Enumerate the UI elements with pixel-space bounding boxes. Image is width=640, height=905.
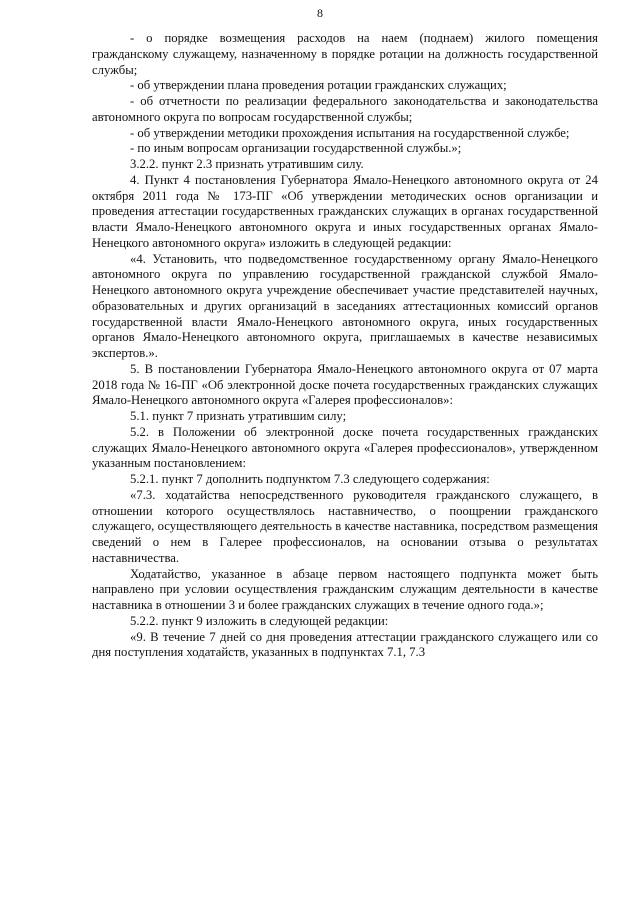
paragraph: 4. Пункт 4 постановления Губернатора Ямало-Ненецкого автономного округа от 24 октября 2011 года № 173-ПГ «Об утверждении методических основ организации и проведения аттестации государственных гражданских служащих в органах государственной власти Ямало-Ненецкого автономного округа и иных государственных органах Ямало-Ненецкого автономного округа» изложить в следующей редакции:: [92, 172, 598, 250]
page-number: 8: [317, 6, 323, 20]
paragraph: 3.2.2. пункт 2.3 признать утратившим силу.: [130, 157, 364, 171]
paragraph: 5.2.1. пункт 7 дополнить подпунктом 7.3 следующего содержания:: [130, 472, 490, 486]
paragraph: «7.3. ходатайства непосредственного руководителя гражданского служащего, в отношении которого осуществлялось наставничество, о поощрении гражданского служащего, осуществляющего деятельность в качестве наставника, посредством размещения сведений о нем в Галерее профессионалов, на основании отзыва о результатах наставничества.: [92, 487, 598, 565]
paragraph: - об отчетности по реализации федерального законодательства и законодательства автономного округа по вопросам государственной службы;: [92, 94, 598, 124]
paragraph: - о порядке возмещения расходов на наем (поднаем) жилого помещения гражданскому служащему, назначенному в порядке ротации на должность государственной службы;: [92, 31, 598, 77]
paragraph: - по иным вопросам организации государственной службы.»;: [130, 141, 462, 156]
paragraph: 5.2.2. пункт 9 изложить в следующей редакции:: [130, 613, 389, 628]
document-body: [92, 31, 598, 661]
paragraph: 5. В постановлении Губернатора Ямало-Ненецкого автономного округа от 07 марта 2018 года № 16-ПГ «Об электронной доске почета государственных гражданских служащих Ямало-Ненецкого автономного округа «Галерея профессионалов»:: [92, 361, 598, 408]
paragraph: - об утверждении плана проведения ротации гражданских служащих;: [130, 78, 507, 93]
paragraph: «4. Установить, что подведомственное государственному органу Ямало-Ненецкого автономного округа по управлению государственной гражданской службой Ямало-Ненецкого автономного округа учреждение обеспечивает участие представителей научных, образовательных и других организаций в заседаниях аттестационных комиссий органов государственной власти Ямало-Ненецкого автономного округа, иных государственных органов Ямало-Ненецкого автономного округа, приглашаемых в качестве независимых экспертов.».: [92, 251, 598, 360]
paragraph: - об утверждении методики прохождения испытания на государственной службе;: [130, 125, 570, 140]
paragraph: «9. В течение 7 дней со дня проведения аттестации гражданского служащего или со дня поступления ходатайств, указанных в подпунктах 7.1, 7.3: [92, 629, 598, 660]
paragraph: Ходатайство, указанное в абзаце первом настоящего подпункта может быть направлено при условии осуществления гражданским служащим деятельности в качестве наставника в отношении 3 и более гражданских служащих в течение одного года.»;: [92, 566, 598, 612]
paragraph: 5.1. пункт 7 признать утратившим силу;: [130, 409, 347, 423]
paragraph: 5.2. в Положении об электронной доске почета государственных гражданских служащих Ямало-Ненецкого автономного округа «Галерея профессионалов», утвержденном указанным постановлением:: [92, 424, 598, 471]
